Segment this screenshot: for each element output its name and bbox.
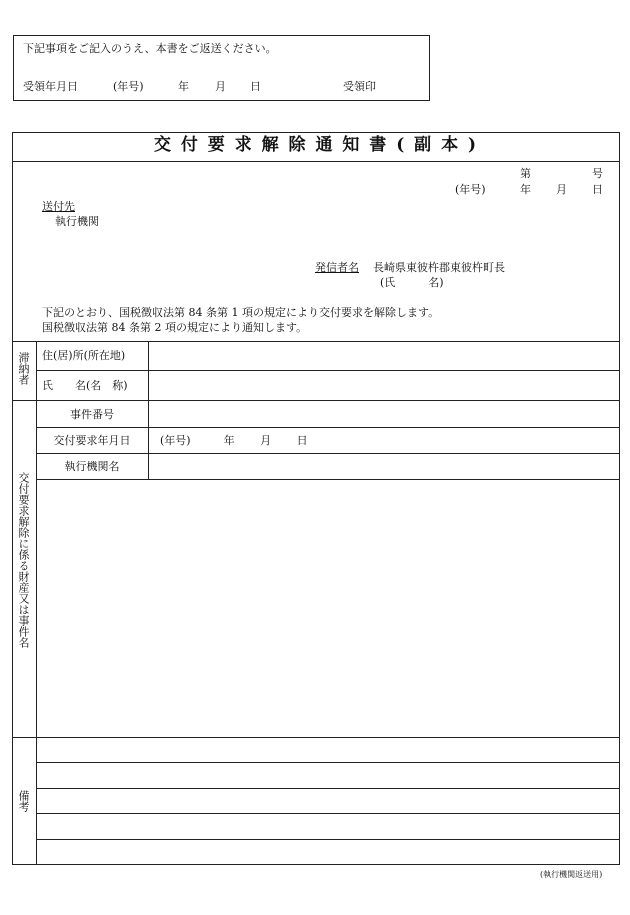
address-label: 住(居)所(所在地) [42,349,126,362]
address-field[interactable] [149,342,619,370]
recipient-value: 執行機関 [55,215,99,228]
body-line-2: 国税徴収法第 84 条第 2 項の規定により通知します。 [42,321,308,334]
taxpayer-group-label: 滞納者 [17,352,30,385]
title-divider [12,161,620,162]
received-year: 年 [178,80,189,93]
name-field[interactable] [149,371,619,399]
remarks-field[interactable] [37,738,619,864]
received-era: (年号) [113,80,144,93]
seal-label: 受領印 [343,80,376,93]
date-year: 年 [520,183,531,196]
agency-label: 執行機関名 [64,460,120,473]
form-title: 交 付 要 求 解 除 通 知 書 ( 副 本 ) [153,135,479,155]
date-day: 日 [592,183,603,196]
date-month: 月 [556,183,567,196]
property-description-area[interactable] [37,480,619,736]
body-line-1: 下記のとおり、国税徴収法第 84 条第 1 項の規定により交付要求を解除します。 [42,306,440,319]
case-number-label: 事件番号 [70,408,114,421]
case-number-field[interactable] [149,401,619,427]
recipient-label: 送付先 [42,200,75,213]
name-label: 氏 名(名 称) [42,379,128,392]
sender-label: 発信者名 [315,261,359,274]
agency-field[interactable] [149,454,619,478]
case-group-label: 交付要求解除に係る財産又は事件名 [17,472,30,648]
date-era: (年号) [455,183,486,196]
number-prefix: 第 [520,167,531,180]
sender-value: 長崎県東彼杵郡東彼杵町長 [373,261,505,274]
sender-name-paren: (氏 名) [380,276,444,289]
case-row-divider-1 [36,427,620,428]
footer-note: (執行機関返送用) [540,870,603,879]
number-suffix: 号 [592,167,603,180]
received-month: 月 [215,80,226,93]
remarks-label: 備考 [17,790,30,812]
request-date-label: 交付要求年月日 [53,434,131,447]
received-date-label: 受領年月日 [23,80,78,93]
received-day: 日 [250,80,261,93]
return-instruction: 下記事項をご記入のうえ、本書をご返送ください。 [23,42,277,55]
request-date-value: (年号) 年 月 日 [160,434,308,447]
